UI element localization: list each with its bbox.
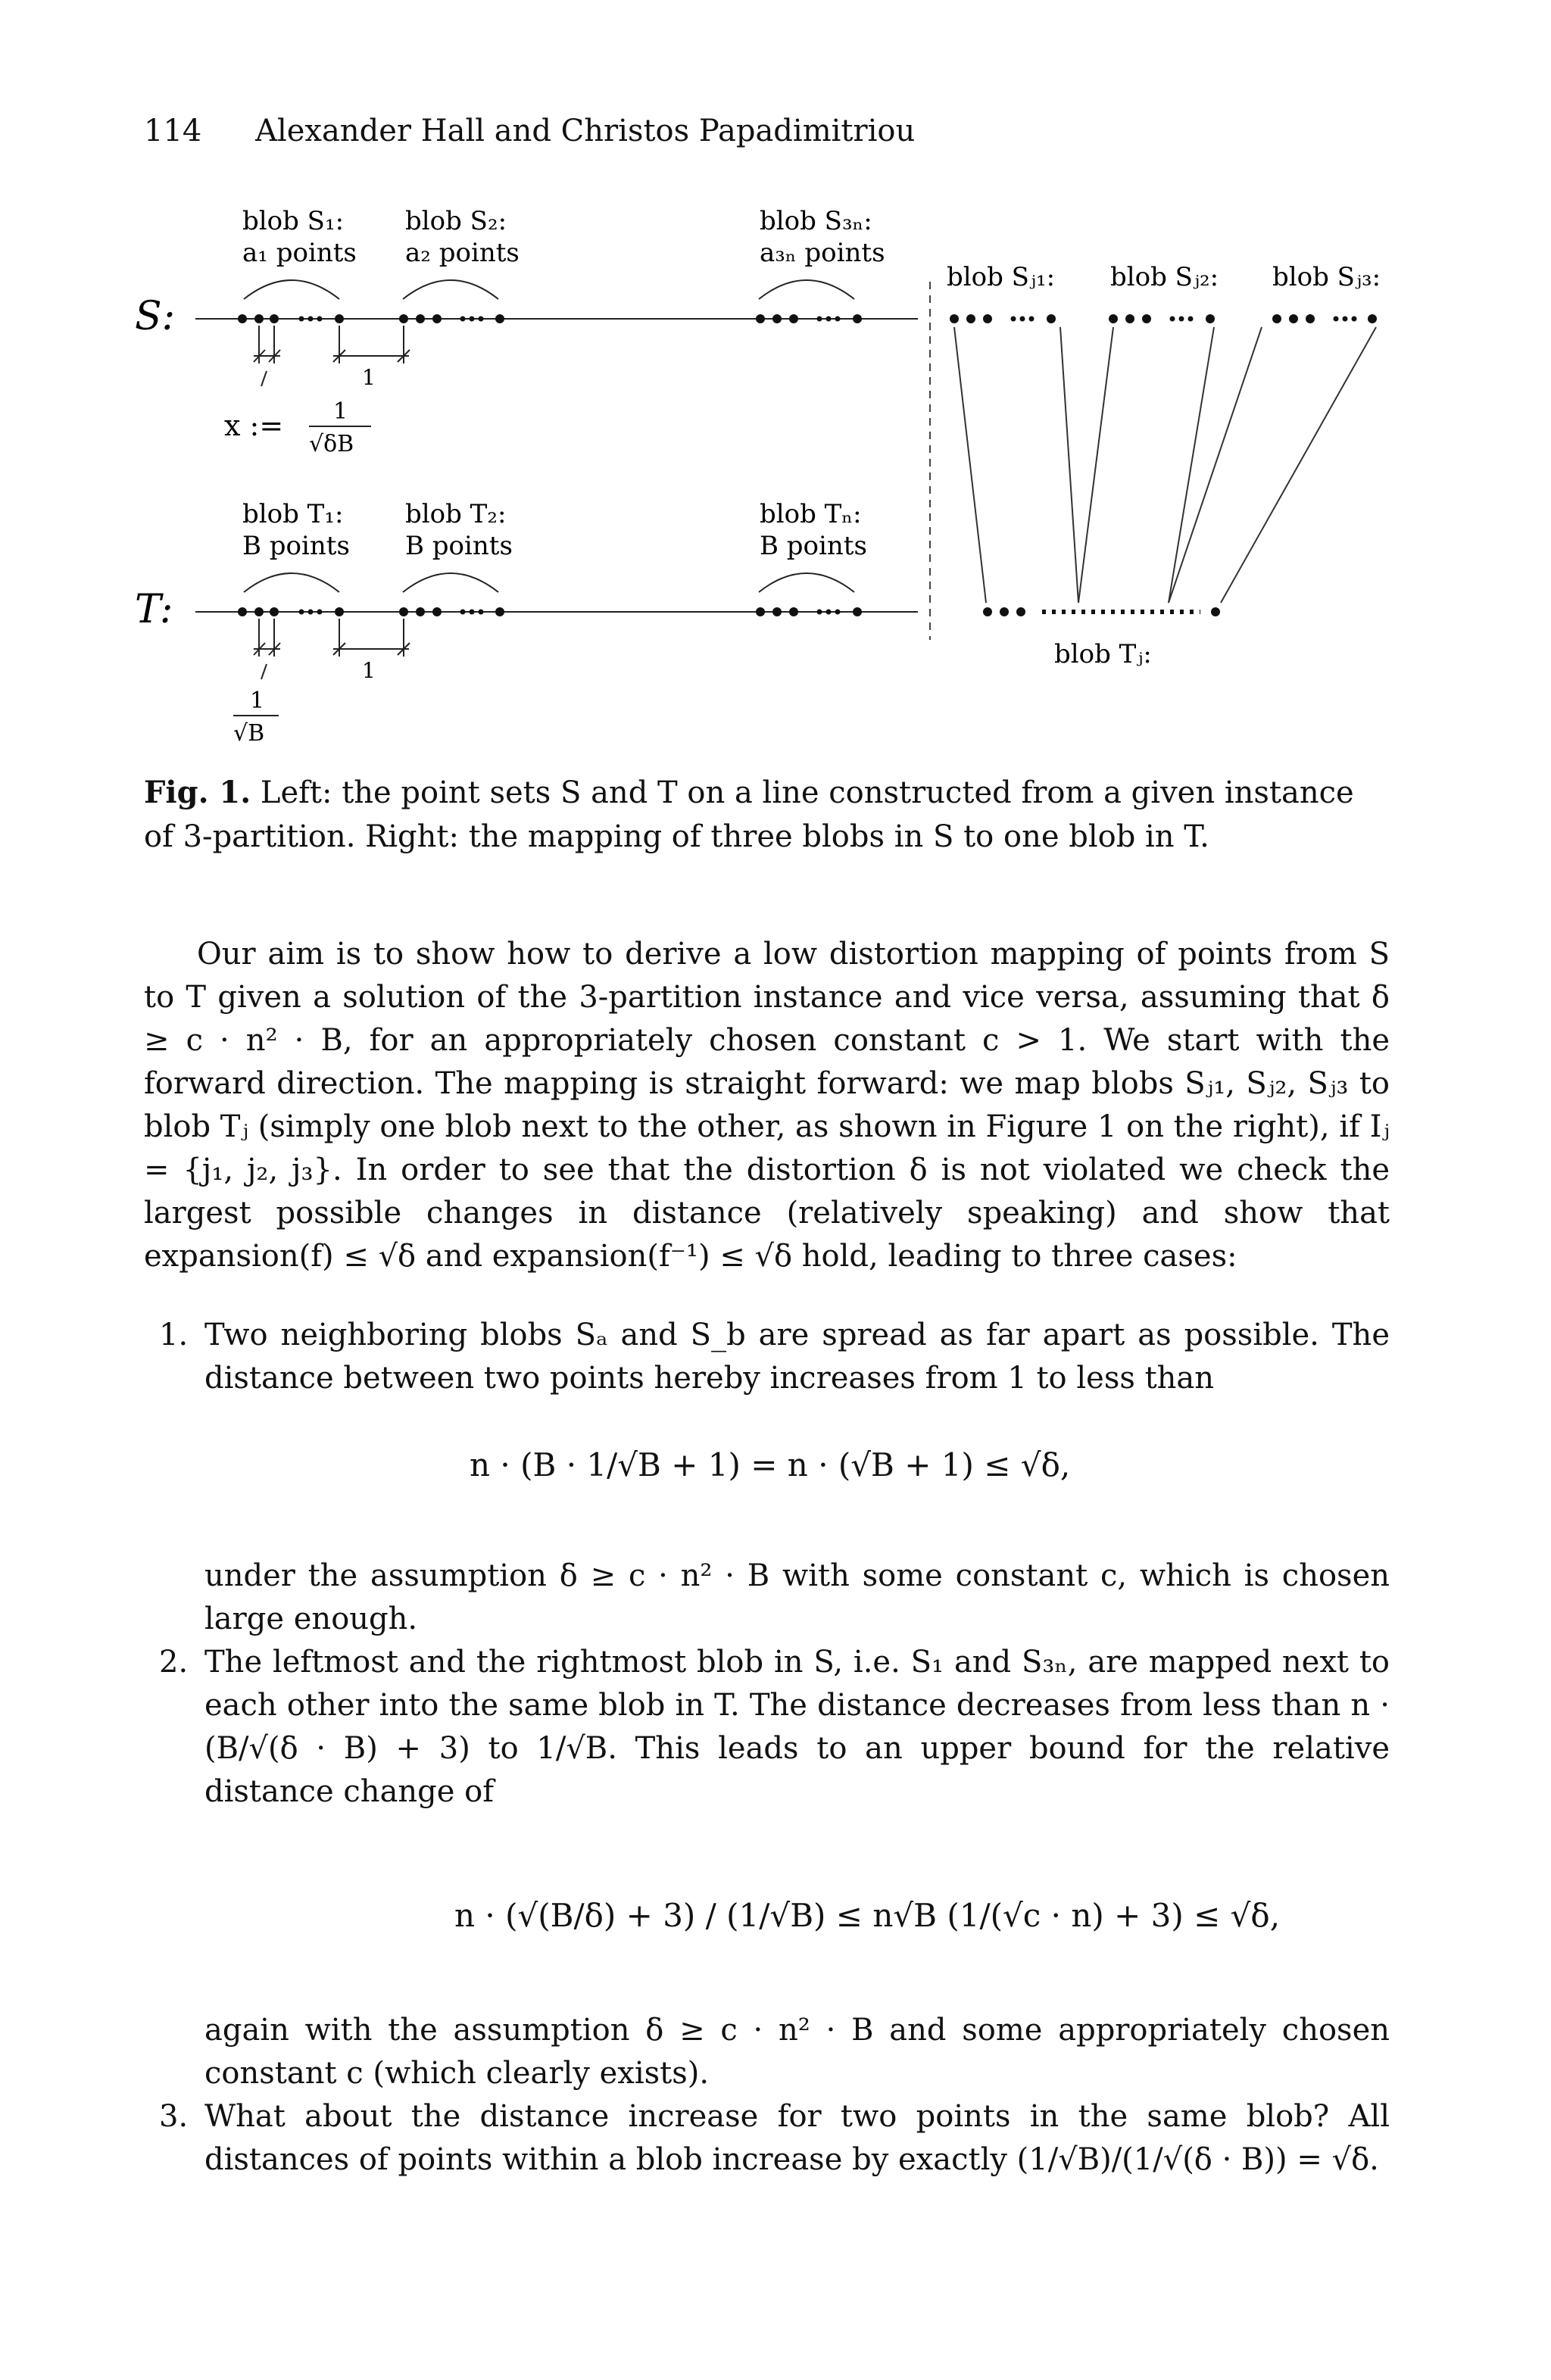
blob-Sj3-label: blob Sⱼ₃:	[1272, 262, 1381, 292]
blob-Tj-label: blob Tⱼ:	[1054, 639, 1152, 669]
label-S: S:	[135, 294, 176, 339]
blob-S1-points: a₁ points	[242, 238, 357, 268]
points-Tj	[983, 607, 1220, 616]
brace-S2	[403, 280, 498, 299]
caption-label: Fig. 1.	[144, 775, 251, 810]
x-frac-num: 1	[333, 398, 348, 425]
formula-1: n · (B · 1/√B + 1) = n · (√B + 1) ≤ √δ,	[470, 1446, 1071, 1483]
authors: Alexander Hall and Christos Papadimitriou	[255, 114, 916, 148]
list-item-2	[144, 1641, 1390, 1814]
unit-label-S: 1	[362, 365, 376, 390]
list-item-1	[144, 1314, 1390, 1400]
mapping-lines	[954, 327, 1376, 603]
label-T: T:	[135, 587, 173, 632]
blob-T2-points: B points	[405, 531, 513, 561]
item-number: 3.	[159, 2099, 189, 2134]
blob-Tn-points: B points	[760, 531, 867, 561]
list-item-1-continuation	[144, 1555, 1390, 1641]
figure-caption	[144, 771, 1390, 859]
blob-T2-label: blob T₂:	[405, 499, 507, 529]
item-number: 1.	[159, 1318, 189, 1352]
brace-T2	[403, 573, 498, 592]
item-text: Two neighboring blobs Sₐ and S_b are spread as far apart as possible. The distance between two points hereby increases from 1 to less than	[204, 1318, 1390, 1396]
blob-S1-label: blob S₁:	[242, 206, 345, 236]
blob-Tn-label: blob Tₙ:	[760, 499, 862, 529]
blob-S2-label: blob S₂:	[405, 206, 507, 236]
blob-T1-points: B points	[242, 531, 350, 561]
item-number: 2.	[159, 1645, 189, 1680]
item-text-after: under the assumption δ ≥ c · n² · B with some constant c, which is chosen large enough.	[204, 1558, 1390, 1636]
figure-1	[0, 0, 1551, 765]
x-def: x :=	[224, 409, 284, 442]
blob-S2-points: a₂ points	[405, 238, 520, 268]
brace-S3n	[759, 280, 854, 299]
dims-S	[254, 326, 410, 386]
dims-T	[254, 619, 410, 679]
t-frac-den: √B	[233, 720, 265, 747]
blob-Sj1-label: blob Sⱼ₁:	[947, 262, 1056, 292]
t-frac-num: 1	[250, 688, 265, 714]
list-item-2-continuation	[144, 2009, 1390, 2095]
brace-T1	[244, 573, 339, 592]
unit-label-T: 1	[362, 658, 376, 683]
blob-T1-label: blob T₁:	[242, 499, 344, 529]
list-item-3	[144, 2095, 1390, 2182]
blob-S3n-label: blob S₃ₙ:	[760, 206, 872, 236]
x-frac-den: √δB	[309, 431, 354, 457]
item-text: The leftmost and the rightmost blob in S, i.e. S₁ and S₃ₙ, are mapped next to each other into the same blob in T. The distance decreases from less than n · (B/√(δ · B) + 3) to 1/√B. This leads to an upper bound for the relative distance change of	[204, 1645, 1390, 1809]
brace-S1	[244, 280, 339, 299]
paragraph-main: Our aim is to show how to derive a low distortion mapping of points from S to T given a solution of the 3-partition instance and vice versa, assuming that δ ≥ c · n² · B, for an appropriately chosen constant c > 1. We start with the forward direction. The mapping is straight forward: we map blobs Sⱼ₁, Sⱼ₂, Sⱼ₃ to blob Tⱼ (simply one blob next to the other, as shown in Figure 1 on the right), if Iⱼ = {j₁, j₂, j₃}. In order to see that the distortion δ is not violated we check the largest possible changes in distance (relatively speaking) and show that expansion(f) ≤ √δ and expansion(f⁻¹) ≤ √δ hold, leading to three cases:	[144, 937, 1390, 1274]
blob-Sj2-label: blob Sⱼ₂:	[1110, 262, 1219, 292]
formula-2: n · (√(B/δ) + 3) / (1/√B) ≤ n√B (1/(√c · n) + 3) ≤ √δ,	[454, 1897, 1281, 1934]
points-Sj	[950, 314, 1377, 323]
caption-text: Left: the point sets S and T on a line constructed from a given instance of 3-partition. Right: the mapping of three blobs in S to one blob in T.	[144, 775, 1354, 854]
brace-Tn	[759, 573, 854, 592]
item-text: What about the distance increase for two points in the same blob? All distances of points within a blob increase by exactly (1/√B)/(1/√(δ · B)) = √δ.	[204, 2099, 1390, 2177]
blob-S3n-points: a₃ₙ points	[760, 238, 885, 268]
item-text-after: again with the assumption δ ≥ c · n² · B and some appropriately chosen constant c (which clearly exists).	[204, 2013, 1390, 2091]
page-number: 114	[144, 114, 202, 148]
